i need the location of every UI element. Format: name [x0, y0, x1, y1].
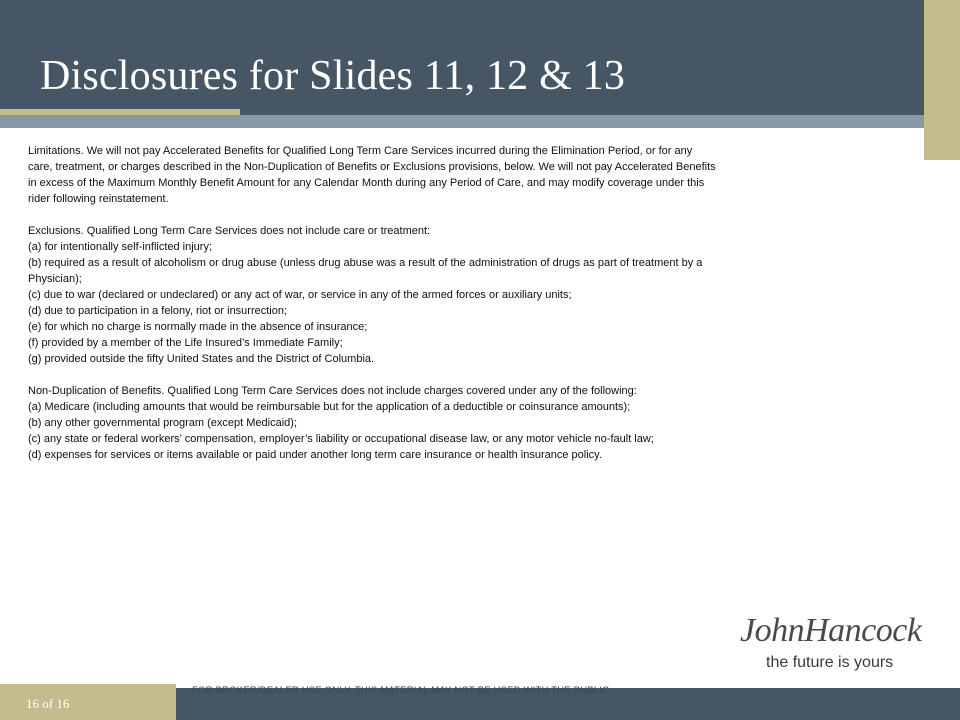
text-line: (a) for intentionally self-inflicted injury; — [28, 241, 213, 253]
text-line: in excess of the Maximum Monthly Benefit Amount for any Calendar Month during any Period of Care, and may modify coverage under this — [28, 177, 705, 189]
text-line: care, treatment, or charges described in the Non-Duplication of Benefits or Exclusions provisions, below. We will not pay Accelerated Benefits — [28, 161, 716, 173]
non-duplication-paragraph — [28, 383, 868, 463]
exclusions-paragraph — [28, 223, 868, 367]
text-line: (d) expenses for services or items available or paid under another long term care insurance or health insurance policy. — [28, 449, 602, 461]
text-line: (d) due to participation in a felony, riot or insurrection; — [28, 305, 288, 317]
slate-accent-bar — [0, 115, 924, 128]
text-line: (c) due to war (declared or undeclared) or any act of war, or service in any of the armed forces or auxiliary units; — [28, 289, 572, 301]
logo-wordmark: JohnHancock — [740, 612, 922, 649]
slide-title: Disclosures for Slides 11, 12 & 13 — [40, 53, 626, 99]
text-line: Exclusions. Qualified Long Term Care Services does not include care or treatment: — [28, 225, 431, 237]
text-line: Limitations. We will not pay Accelerated Benefits for Qualified Long Term Care Services incurred during the Elimination Period, or for any — [28, 145, 693, 157]
text-line: (b) required as a result of alcoholism or drug abuse (unless drug abuse was a result of the administration of drugs as part of treatment by a — [28, 257, 703, 269]
text-line: (g) provided outside the fifty United States and the District of Columbia. — [28, 353, 375, 365]
footer-disclaimer: FOR BROKER/DEALER USE ONLY. THIS MATERIAL MAY NOT BE USED WITH THE PUBLIC. — [192, 685, 613, 696]
text-line: Physician); — [28, 273, 82, 285]
limitations-paragraph — [28, 143, 868, 207]
text-line: (f) provided by a member of the Life Insured’s Immediate Family; — [28, 337, 343, 349]
text-line: Non-Duplication of Benefits. Qualified Long Term Care Services does not include charges covered under any of the following: — [28, 385, 637, 397]
gold-side-tab — [924, 0, 960, 160]
text-line: (b) any other governmental program (except Medicaid); — [28, 417, 298, 429]
text-line: (e) for which no charge is normally made in the absence of insurance; — [28, 321, 368, 333]
disclosure-text — [28, 143, 868, 479]
john-hancock-logo — [740, 612, 930, 682]
text-line: (a) Medicare (including amounts that would be reimbursable but for the application of a deductible or coinsurance amounts); — [28, 401, 631, 413]
text-line: rider following reinstatement. — [28, 193, 169, 205]
logo-tagline: the future is yours — [766, 654, 894, 671]
text-line: (c) any state or federal workers’ compensation, employer’s liability or occupational disease law, or any motor vehicle no-fault law; — [28, 433, 654, 445]
page-number: 16 of 16 — [26, 696, 70, 711]
